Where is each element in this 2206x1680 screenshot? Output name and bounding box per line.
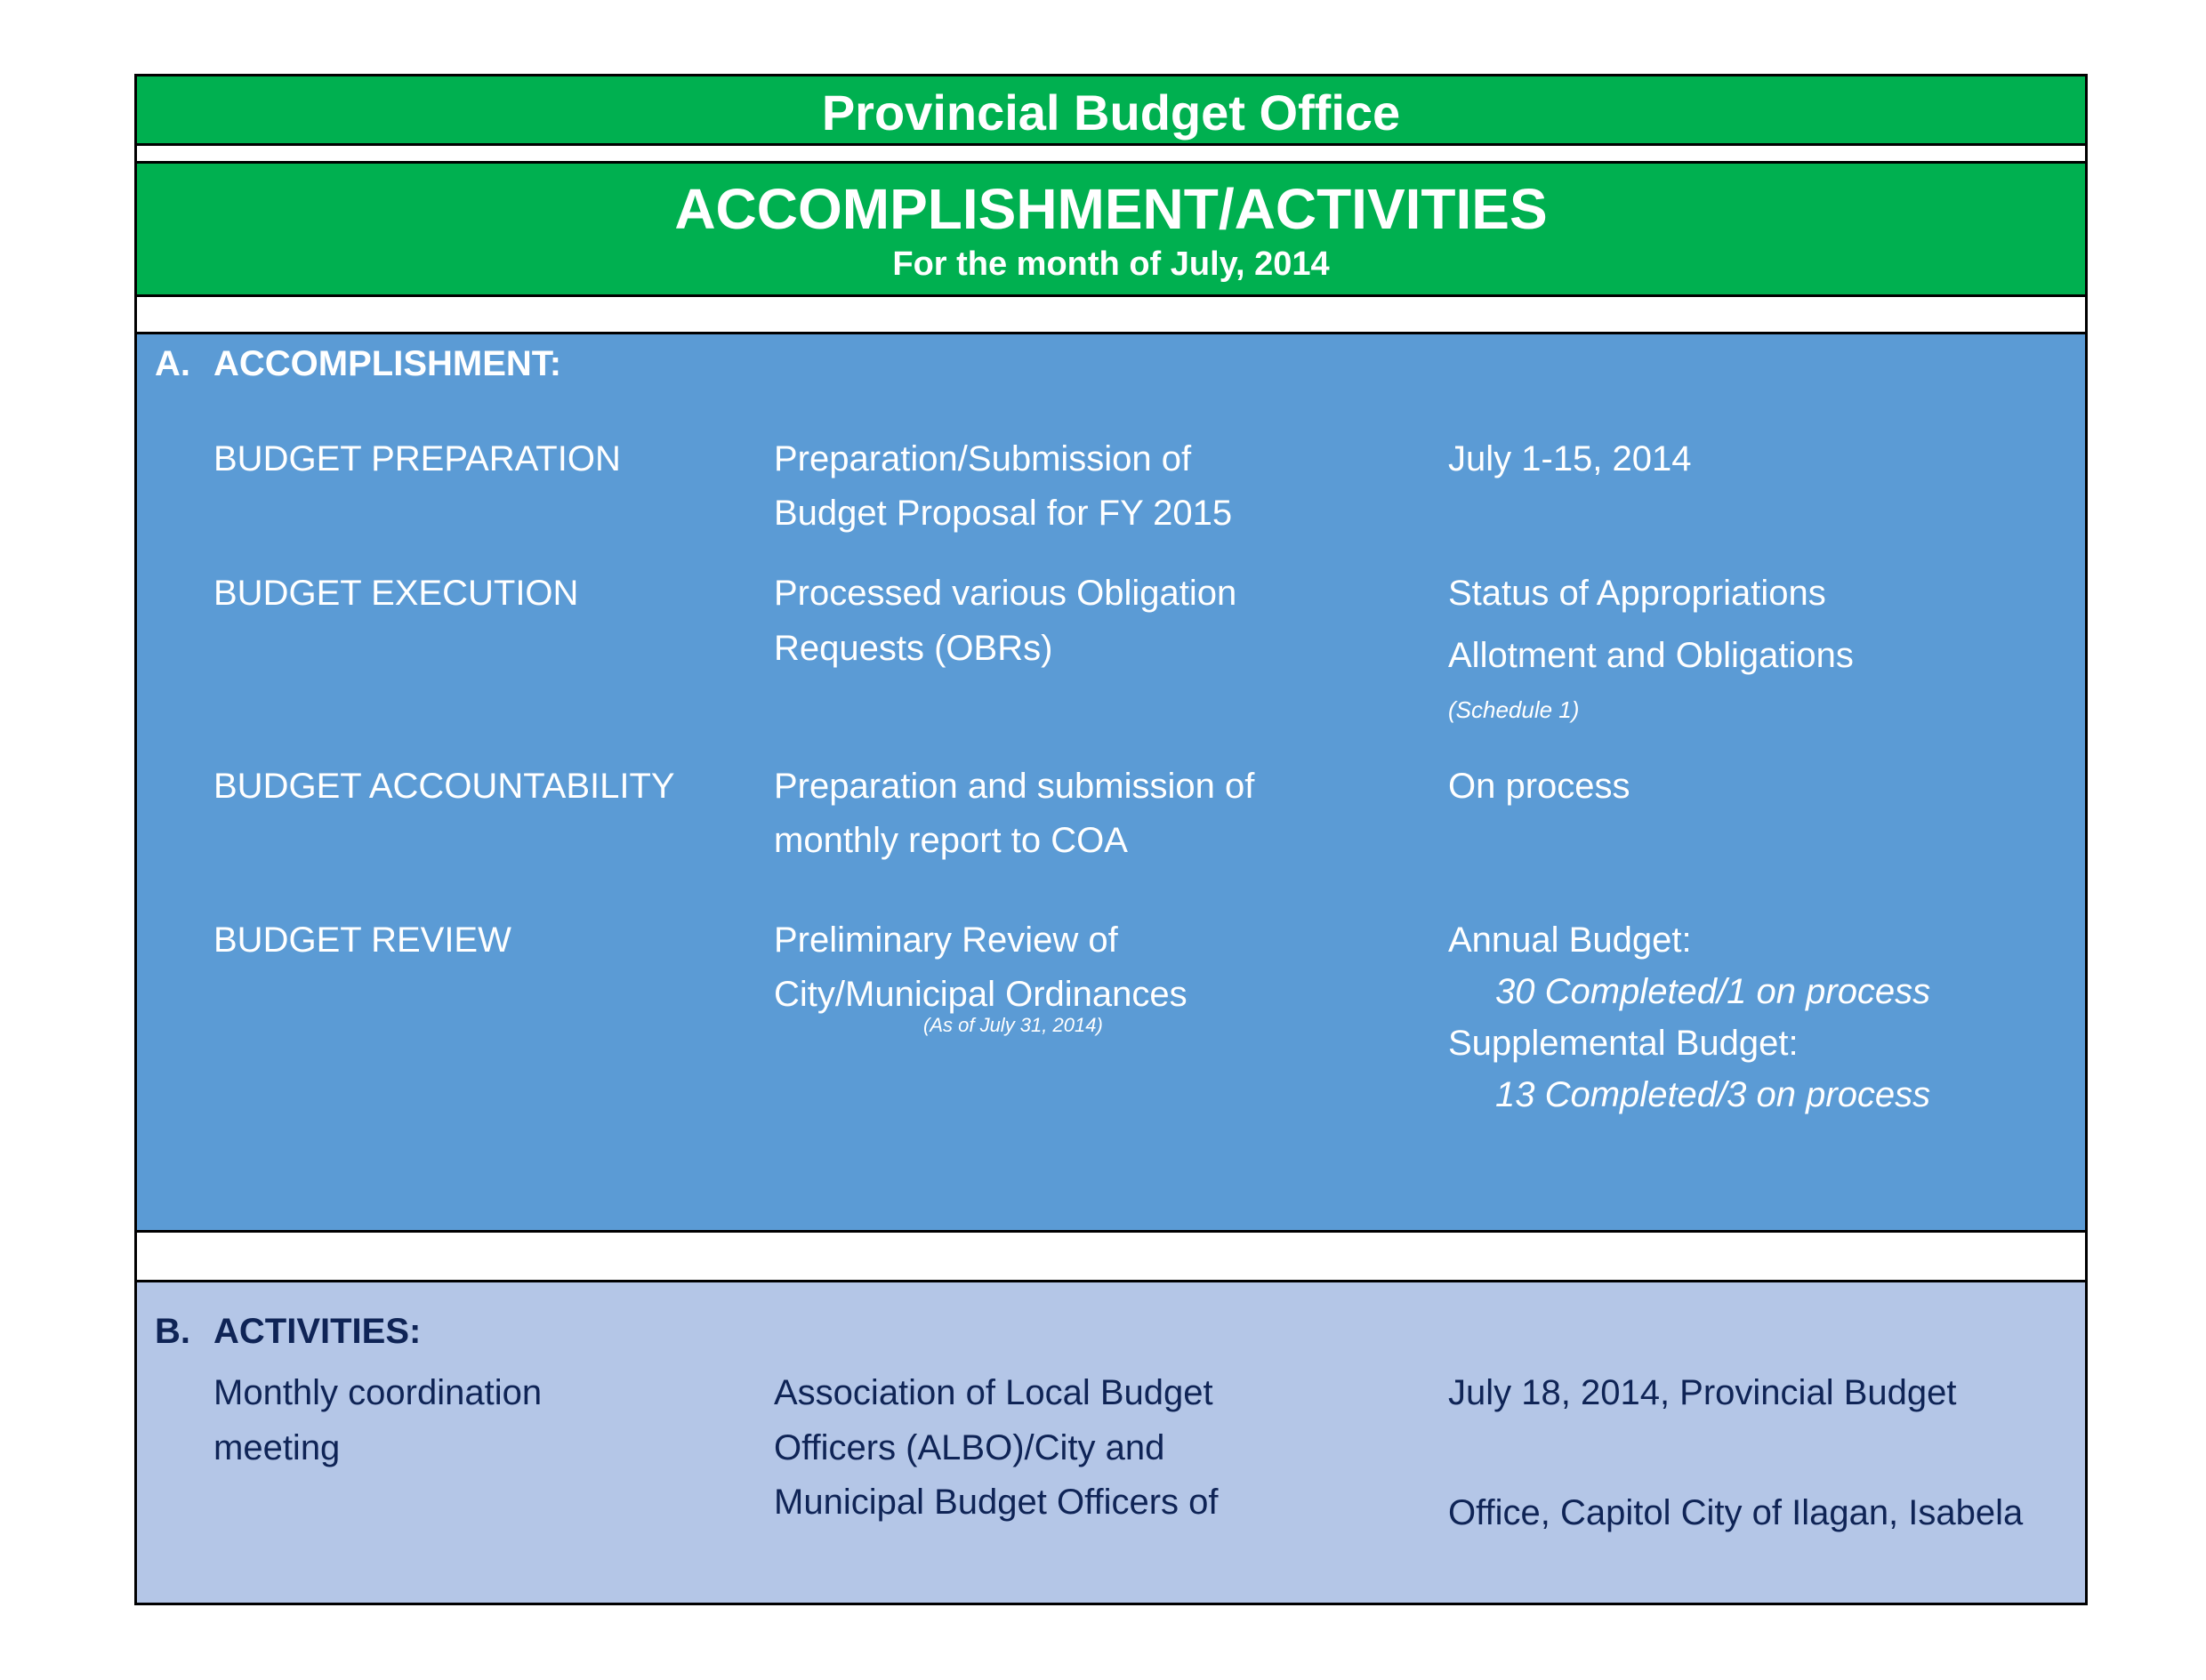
spacer-band <box>137 1233 2085 1282</box>
row-status-line: Supplemental Budget: <box>1448 1024 1799 1063</box>
row-activity-line: Preparation and submission of <box>774 767 1255 806</box>
office-title-band <box>137 76 2085 146</box>
row-status-line: 30 Completed/1 on process <box>1495 972 1931 1011</box>
report-title: ACCOMPLISHMENT/ACTIVITIES <box>674 177 1548 241</box>
row-status-line: On process <box>1448 767 1630 806</box>
spacer-band <box>137 297 2085 334</box>
row-activity-note: (As of July 31, 2014) <box>923 1014 1103 1036</box>
row-activity-line: Municipal Budget Officers of <box>774 1483 1219 1522</box>
row-status-line: July 18, 2014, Provincial Budget <box>1448 1373 1957 1412</box>
row-activity-line: Officers (ALBO)/City and <box>774 1428 1165 1467</box>
row-status-line: July 1-15, 2014 <box>1448 439 1692 478</box>
row-activity-line: Budget Proposal for FY 2015 <box>774 494 1233 533</box>
row-activity-line: Preparation/Submission of <box>774 439 1192 478</box>
section-letter: A. <box>155 344 190 383</box>
row-activity-line: Association of Local Budget <box>774 1373 1213 1412</box>
row-category-line: meeting <box>213 1428 341 1467</box>
activities-section <box>137 1282 2085 1603</box>
row-category: BUDGET PREPARATION <box>213 439 621 478</box>
row-category-line: Monthly coordination <box>213 1373 543 1412</box>
row-activity-line: monthly report to COA <box>774 821 1128 860</box>
row-activity-line: Preliminary Review of <box>774 920 1118 960</box>
row-activity-line: Requests (OBRs) <box>774 629 1053 668</box>
section-letter: B. <box>155 1312 190 1351</box>
section-heading: ACTIVITIES: <box>213 1312 422 1351</box>
section-heading: ACCOMPLISHMENT: <box>213 344 562 383</box>
row-status-note: (Schedule 1) <box>1448 696 1580 723</box>
row-status-line: Status of Appropriations <box>1448 574 1826 613</box>
row-status-line: Allotment and Obligations <box>1448 636 1854 675</box>
row-activity-line: Processed various Obligation <box>774 574 1237 613</box>
accomplishment-section <box>137 334 2085 1233</box>
row-category: BUDGET REVIEW <box>213 920 511 960</box>
row-status-line: 13 Completed/3 on process <box>1495 1075 1931 1114</box>
spacer-band <box>137 146 2085 164</box>
report-period: For the month of July, 2014 <box>892 245 1330 283</box>
report-frame <box>134 74 2088 1605</box>
row-activity-line: City/Municipal Ordinances <box>774 975 1188 1014</box>
row-status-line: Annual Budget: <box>1448 920 1692 960</box>
office-title: Provincial Budget Office <box>821 84 1401 141</box>
report-heading-band <box>137 164 2085 297</box>
row-category: BUDGET ACCOUNTABILITY <box>213 767 675 806</box>
row-status-line: Office, Capitol City of Ilagan, Isabela <box>1448 1493 2024 1532</box>
row-category: BUDGET EXECUTION <box>213 574 579 613</box>
